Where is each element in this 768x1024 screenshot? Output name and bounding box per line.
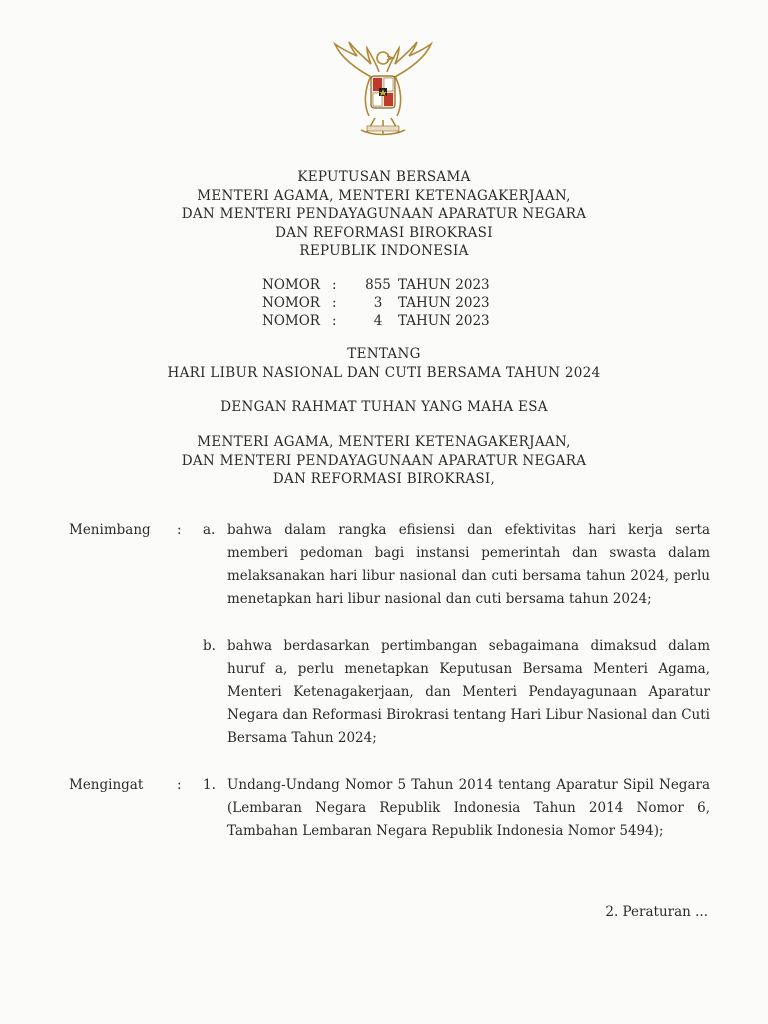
nomor-label: NOMOR bbox=[262, 277, 320, 293]
tentang-label: TENTANG bbox=[347, 346, 421, 362]
menimbang-item-text: bahwa berdasarkan pertimbangan sebagaimana dimaksud dalam huruf a, perlu menetapkan Keputusan Bersama Menteri Agama, Menteri Ketenagakerjaan, dan Menteri Pendayagunaan Aparatur Negara dan Reformasi Birokrasi tentang Hari Libur Nasional dan Cuti Bersama Tahun 2024; bbox=[227, 638, 710, 746]
next-page-indicator: 2. Peraturan ... bbox=[605, 904, 708, 920]
nomor-colon: : bbox=[332, 295, 337, 311]
nomor-row bbox=[262, 312, 490, 330]
nomor-number: 855 bbox=[365, 277, 391, 293]
ministers-line-1: MENTERI AGAMA, MENTERI KETENAGAKERJAAN, bbox=[197, 434, 571, 450]
garuda-emblem-icon bbox=[327, 40, 439, 144]
menimbang-item-text: bahwa dalam rangka efisiensi dan efektivitas hari kerja serta memberi pedoman bagi instansi pemerintah dan swasta dalam melaksanakan hari libur nasional dan cuti bersama tahun 2024, perlu menetapkan hari libur nasional dan cuti bersama tahun 2024; bbox=[227, 522, 710, 607]
ministers-line-3: DAN REFORMASI BIROKRASI, bbox=[272, 471, 496, 487]
heading-line-2: MENTERI AGAMA, MENTERI KETENAGAKERJAAN, bbox=[197, 187, 571, 204]
nomor-label: NOMOR bbox=[262, 313, 320, 329]
nomor-label: NOMOR bbox=[262, 295, 320, 311]
decree-heading bbox=[0, 168, 768, 261]
heading-line-4: DAN REFORMASI BIROKRASI bbox=[275, 224, 493, 241]
heading-line-5: REPUBLIK INDONESIA bbox=[299, 243, 469, 259]
nomor-row bbox=[262, 294, 490, 312]
nomor-year: TAHUN 2023 bbox=[398, 313, 490, 329]
nomor-number: 3 bbox=[373, 295, 383, 311]
mengingat-label: Mengingat bbox=[69, 777, 144, 793]
heading-line-1: KEPUTUSAN BERSAMA bbox=[297, 169, 471, 185]
nomor-colon: : bbox=[332, 313, 337, 329]
rahmat-line: DENGAN RAHMAT TUHAN YANG MAHA ESA bbox=[220, 399, 548, 415]
menimbang-item-marker: a. bbox=[203, 522, 216, 538]
ministers-block bbox=[0, 433, 768, 489]
mengingat-colon: : bbox=[177, 777, 182, 793]
nomor-row bbox=[262, 276, 490, 294]
mengingat-item-marker: 1. bbox=[203, 777, 216, 793]
menimbang-label: Menimbang bbox=[69, 522, 151, 538]
ministers-line-2: DAN MENTERI PENDAYAGUNAAN APARATUR NEGARA bbox=[181, 452, 587, 469]
subject-block bbox=[0, 345, 768, 383]
nomor-year: TAHUN 2023 bbox=[398, 295, 490, 311]
heading-line-3: DAN MENTERI PENDAYAGUNAAN APARATUR NEGARA bbox=[181, 206, 587, 222]
nomor-year: TAHUN 2023 bbox=[398, 277, 490, 293]
subject-title: HARI LIBUR NASIONAL DAN CUTI BERSAMA TAHUN 2024 bbox=[167, 365, 601, 381]
menimbang-colon: : bbox=[177, 522, 182, 538]
nomor-number: 4 bbox=[373, 313, 383, 329]
nomor-colon: : bbox=[332, 277, 337, 293]
menimbang-item-marker: b. bbox=[203, 638, 216, 654]
mengingat-item-text: Undang-Undang Nomor 5 Tahun 2014 tentang Aparatur Sipil Negara (Lembaran Negara Republik Indonesia Tahun 2014 Nomor 6, Tambahan Lembaran Negara Republik Indonesia Nomor 5494); bbox=[227, 777, 710, 839]
decree-numbers bbox=[262, 276, 490, 330]
